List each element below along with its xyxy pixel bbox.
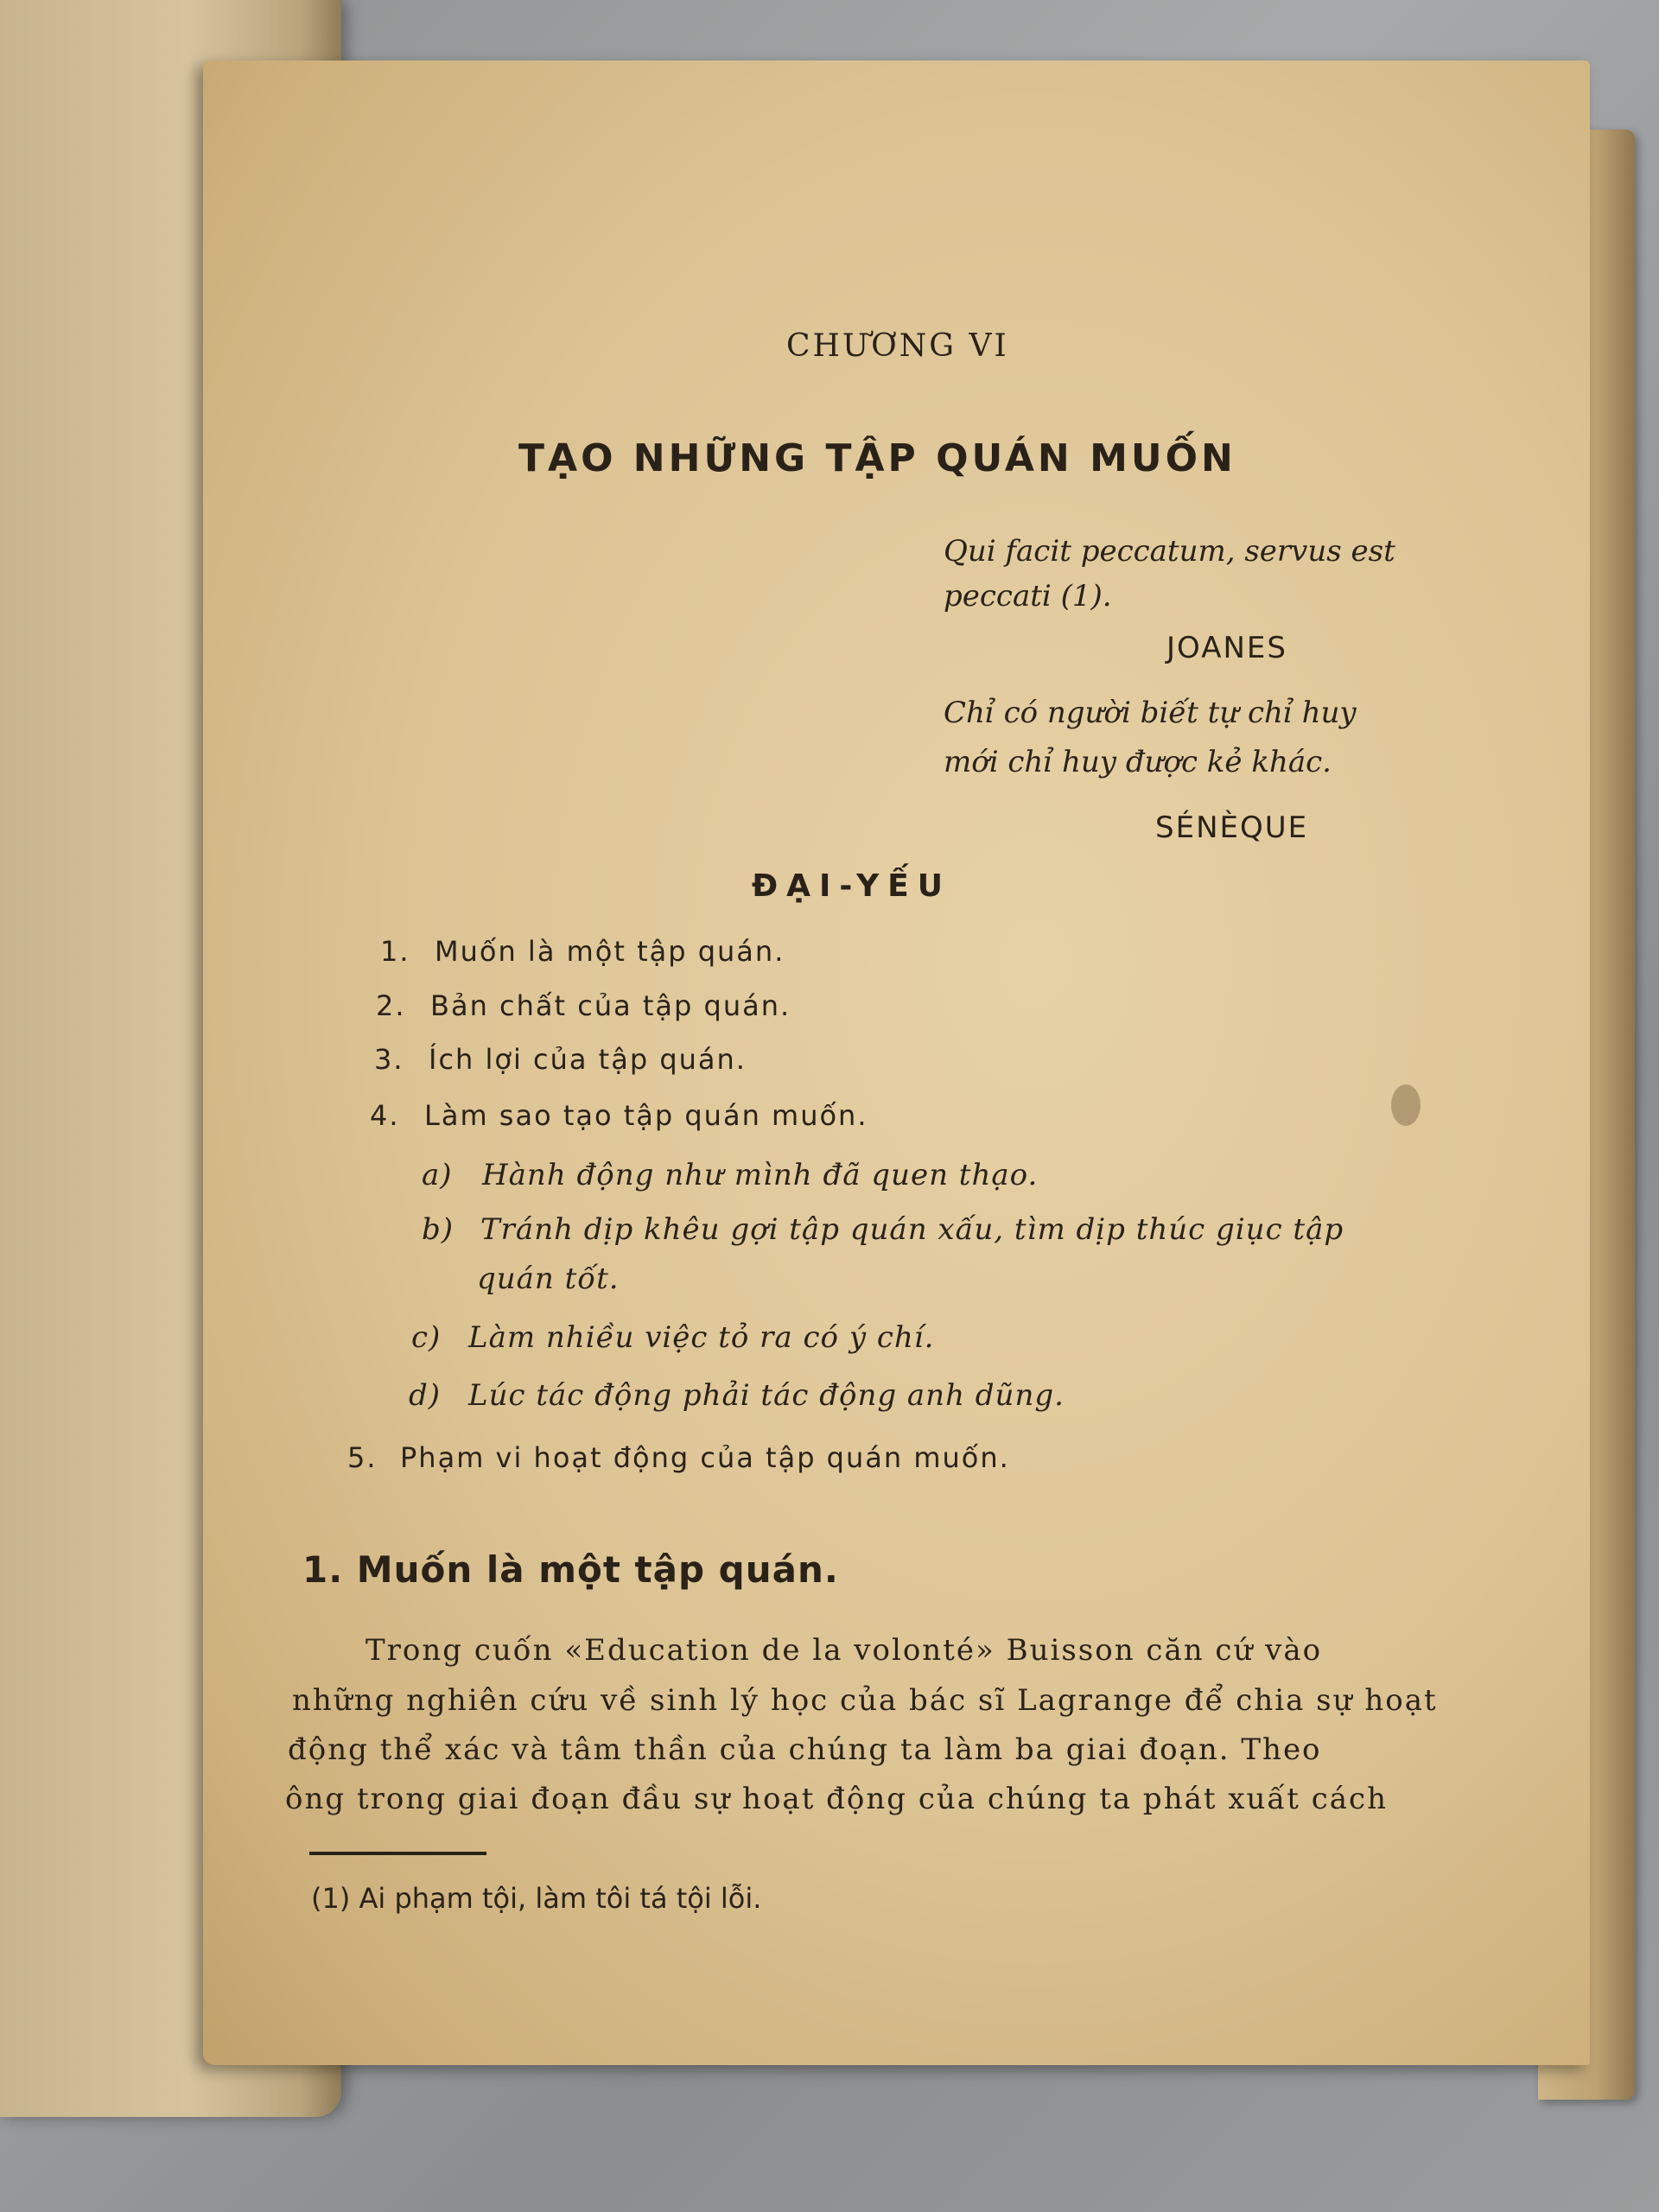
body-line-2: những nghiên cứu về sinh lý học của bác sĩ Lagrange để chia sự hoạt — [292, 1683, 1438, 1718]
body-line-3: động thể xác và tâm thần của chúng ta làm ba giai đoạn. Theo — [288, 1732, 1322, 1767]
epigraph-1-line-1: Qui facit peccatum, servus est — [944, 534, 1395, 569]
section-heading: 1. Muốn là một tập quán. — [302, 1548, 839, 1591]
epigraph-2-line-1: Chỉ có người biết tự chỉ huy — [944, 696, 1357, 730]
epigraph-2-line-2: mới chỉ huy được kẻ khác. — [944, 745, 1332, 779]
summary-item-5-num: 5. — [347, 1441, 378, 1474]
summary-item-5: Phạm vi hoạt động của tập quán muốn. — [400, 1441, 1010, 1474]
footnote: (1) Ai phạm tội, làm tôi tá tội lỗi. — [311, 1882, 762, 1915]
summary-item-2: Bản chất của tập quán. — [430, 989, 791, 1022]
subitem-c: Làm nhiều việc tỏ ra có ý chí. — [468, 1320, 935, 1355]
subitem-a: Hành động như mình đã quen thạo. — [482, 1158, 1039, 1192]
summary-item-1: Muốn là một tập quán. — [435, 935, 785, 968]
subitem-d-letter: d) — [409, 1378, 442, 1413]
subitem-b-line-1: Tránh dịp khêu gợi tập quán xấu, tìm dịp thúc giục tập — [480, 1212, 1344, 1247]
footnote-rule — [309, 1852, 486, 1855]
epigraph-1-author: JOANES — [1166, 631, 1287, 665]
subitem-c-letter: c) — [411, 1320, 442, 1355]
subitem-b-letter: b) — [422, 1212, 454, 1247]
summary-item-3: Ích lợi của tập quán. — [429, 1043, 747, 1076]
chapter-label: CHƯƠNG VI — [786, 328, 1009, 364]
body-line-1: Trong cuốn «Education de la volonté» Buisson căn cứ vào — [365, 1633, 1323, 1668]
summary-item-4-num: 4. — [370, 1099, 400, 1132]
epigraph-2-author: SÉNÈQUE — [1155, 810, 1309, 845]
chapter-title: TẠO NHỮNG TẬP QUÁN MUỐN — [518, 436, 1236, 480]
body-line-4: ông trong giai đoạn đầu sự hoạt động của chúng ta phát xuất cách — [285, 1782, 1388, 1816]
summary-item-1-num: 1. — [380, 935, 410, 968]
summary-item-2-num: 2. — [376, 989, 406, 1022]
summary-title: ĐẠI-YẾU — [752, 868, 951, 904]
page-stain — [1391, 1084, 1421, 1126]
subitem-d: Lúc tác động phải tác động anh dũng. — [468, 1378, 1065, 1413]
subitem-a-letter: a) — [422, 1158, 453, 1192]
summary-item-3-num: 3. — [374, 1043, 404, 1076]
summary-item-4: Làm sao tạo tập quán muốn. — [424, 1099, 868, 1132]
epigraph-1-line-2: peccati (1). — [944, 579, 1112, 613]
subitem-b-line-2: quán tốt. — [477, 1262, 620, 1296]
